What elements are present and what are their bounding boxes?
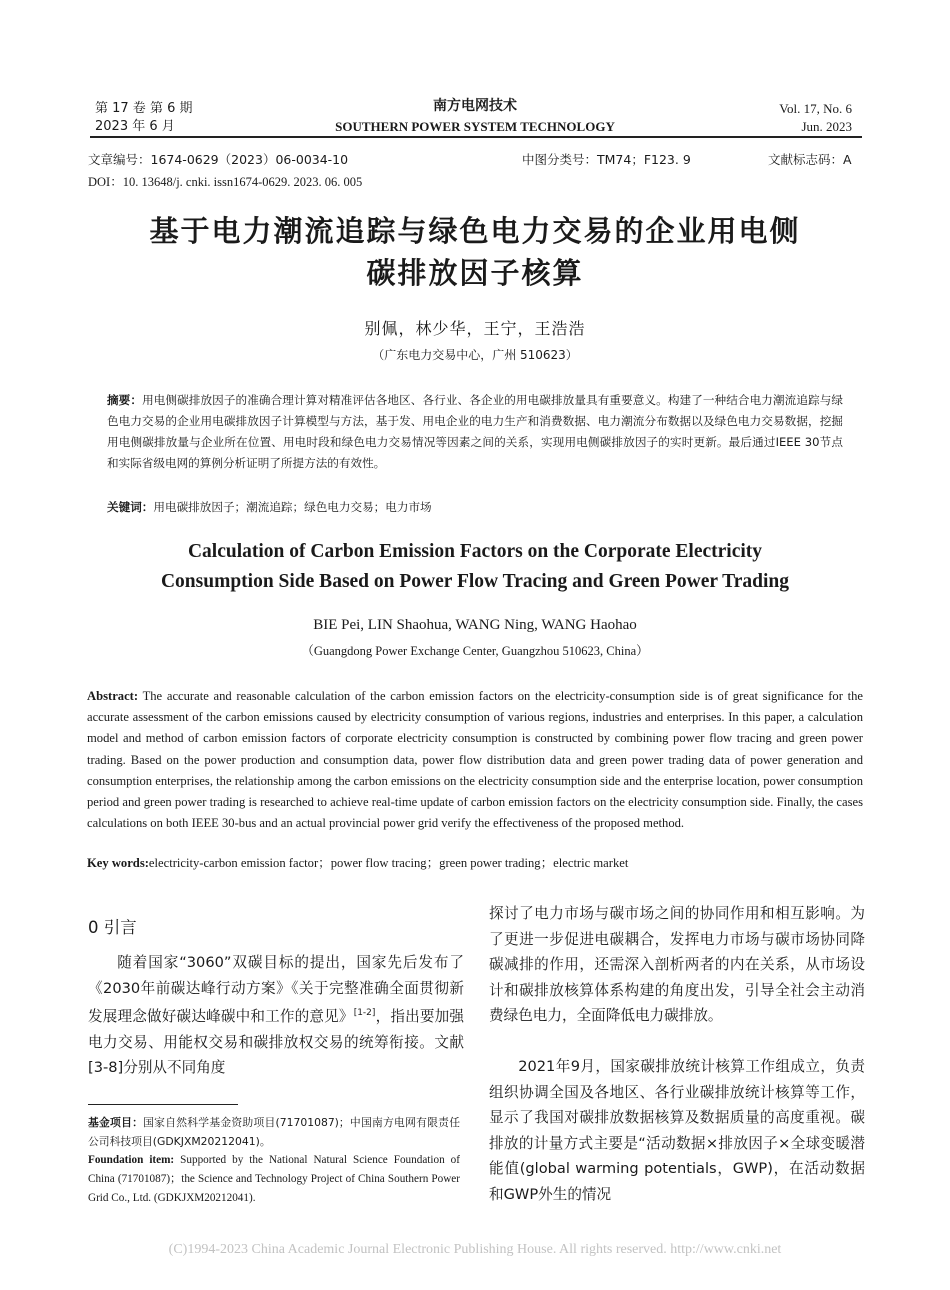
header-rule	[90, 136, 862, 138]
footnote-fund-cn-text: 国家自然科学基金资助项目(71701087)；中国南方电网有限责任公司科技项目(GDKJXM20212041)。	[88, 1116, 460, 1148]
copyright-watermark: (C)1994-2023 China Academic Journal Electronic Publishing House. All rights reserved. http://www.cnki.net	[168, 1242, 782, 1257]
date-en: Jun. 2023	[801, 119, 852, 134]
volume-issue-en: Vol. 17, No. 6	[779, 101, 852, 116]
footnote-fund-cn-label: 基金项目：	[88, 1116, 144, 1129]
authors-cn: 别佩，林少华，王宁，王浩浩	[364, 319, 586, 338]
keywords-cn-label: 关键词：	[107, 500, 154, 514]
affiliation-cn: （广东电力交易中心，广州 510623）	[372, 348, 578, 362]
abstract-cn-label: 摘要：	[107, 393, 143, 407]
abstract-cn-text: 用电侧碳排放因子的准确合理计算对精准评估各地区、各行业、各企业的用电碳排放量具有重要意义。构建了一种结合电力潮流追踪与绿色电力交易的企业用电碳排放因子计算模型与方法，基于发、用电企业的电力生产和消费数据、电力潮流分布数据以及绿色电力交易数据，挖掘用电侧碳排放量与企业所在位置、用电时段和绿色电力交易情况等因素之间的关系，实现用电侧碳排放因子的实时更新。最后通过IEEE 30节点和实际省级电网的算例分析证明了所提方法的有效性。	[107, 393, 843, 470]
footnote-rule	[88, 1104, 238, 1105]
keywords-en-label: Key words:	[87, 856, 149, 870]
article-number: 文章编号：1674-0629（2023）06-0034-10	[88, 152, 349, 167]
abstract-cn	[107, 390, 843, 474]
date-cn: 2023 年 6 月	[95, 119, 175, 134]
title-en-line2: Consumption Side Based on Power Flow Tracing and Green Power Trading	[160, 571, 790, 592]
footnote-fund-cn	[88, 1113, 460, 1151]
intro-paragraph-1	[88, 950, 464, 1081]
affiliation-en: （Guangdong Power Exchange Center, Guangzhou 510623, China）	[301, 644, 649, 658]
intro-paragraph-1-end: 探讨了电力市场与碳市场之间的协同作用和相互影响。为了更进一步促进电碳耦合，发挥电力市场与碳市场协同降碳减排的作用，还需深入剖析两者的内在关系，从市场设计和碳排放核算体系构建的角度出发，引导全社会主动消费绿色电力，全面降低电力碳排放。	[489, 905, 865, 1025]
authors-en: BIE Pei, LIN Shaohua, WANG Ning, WANG Haohao	[313, 617, 637, 633]
abstract-en-text: The accurate and reasonable calculation of the carbon emission factors on the electricity-consumption side is of great significance for the accurate assessment of the carbon emissions caused by electricity consumption of various regions, industries and enterprises. In this paper, a calculation model and method of carbon emission factors of corporate electricity consumption is constructed by combining power flow tracing and green power trading. Based on the power production and consumption data, power flow distribution data and green power trading data of power generation and consumption enterprises, the relationship among the carbon emissions on the electricity consumption side and the enterprise location, power consumption period and green power trading is researched to achieve real-time update of carbon emission factors on the electricity consumption side. Finally, the cases calculations on both IEEE 30-bus and an actual provincial power grid verify the effectiveness of the proposed method.	[87, 689, 864, 831]
clc-number: 中图分类号：TM74；F123. 9	[522, 152, 691, 167]
keywords-cn-text: 用电碳排放因子；潮流追踪；绿色电力交易；电力市场	[153, 500, 432, 514]
keywords-en-text: electricity-carbon emission factor；power flow tracing；green power trading；electric market	[148, 856, 629, 870]
intro-paragraph-1-continued: ，指出要加强电力交易、用能权交易和碳排放权交易的统筹衔接。文献[3-8]分别从不同角度	[88, 1008, 464, 1077]
title-cn-line1: 基于电力潮流追踪与绿色电力交易的企业用电侧	[149, 214, 801, 248]
title-cn-line2: 碳排放因子核算	[366, 256, 584, 290]
section-heading: 0 引言	[88, 918, 137, 937]
intro-paragraph-1-text: 随着国家“3060”双碳目标的提出，国家先后发布了《2030年前碳达峰行动方案》《关于完整准确全面贯彻新发展理念做好碳达峰碳中和工作的意见》	[88, 954, 464, 1026]
footnote-fund-en-label: Foundation item:	[88, 1154, 175, 1166]
footnote-fund-en	[88, 1151, 460, 1208]
keywords-en	[87, 853, 863, 874]
journal-title-en: SOUTHERN POWER SYSTEM TECHNOLOGY	[335, 119, 615, 134]
citation-1-2: [1-2]	[353, 1008, 376, 1019]
title-en-line1: Calculation of Carbon Emission Factors on the Corporate Electricity	[187, 541, 763, 562]
abstract-en-label: Abstract:	[87, 689, 139, 703]
doi: DOI：10. 13648/j. cnki. issn1674-0629. 2023. 06. 005	[88, 175, 363, 189]
journal-title-cn: 南方电网技术	[433, 98, 517, 114]
keywords-cn	[107, 497, 843, 518]
volume-issue-cn: 第 17 卷 第 6 期	[95, 101, 193, 116]
abstract-en	[87, 686, 863, 834]
footnote-fund-en-text: Supported by the National Natural Science Foundation of China (71701087)；the Science and Technology Project of China Southern Power Grid Co., Ltd. (GDKJXM20212041).	[88, 1154, 460, 1204]
document-code: 文献标志码：A	[768, 152, 852, 167]
intro-paragraph-2: 2021年9月，国家碳排放统计核算工作组成立，负责组织协调全国及各地区、各行业碳排放统计核算等工作，显示了我国对碳排放数据核算及数据质量的高度重视。碳排放的计量方式主要是“活动数据×排放因子×全球变暖潜能值(global warming potentials，GWP)，在活动数据和GWP外生的情况	[489, 1058, 865, 1203]
